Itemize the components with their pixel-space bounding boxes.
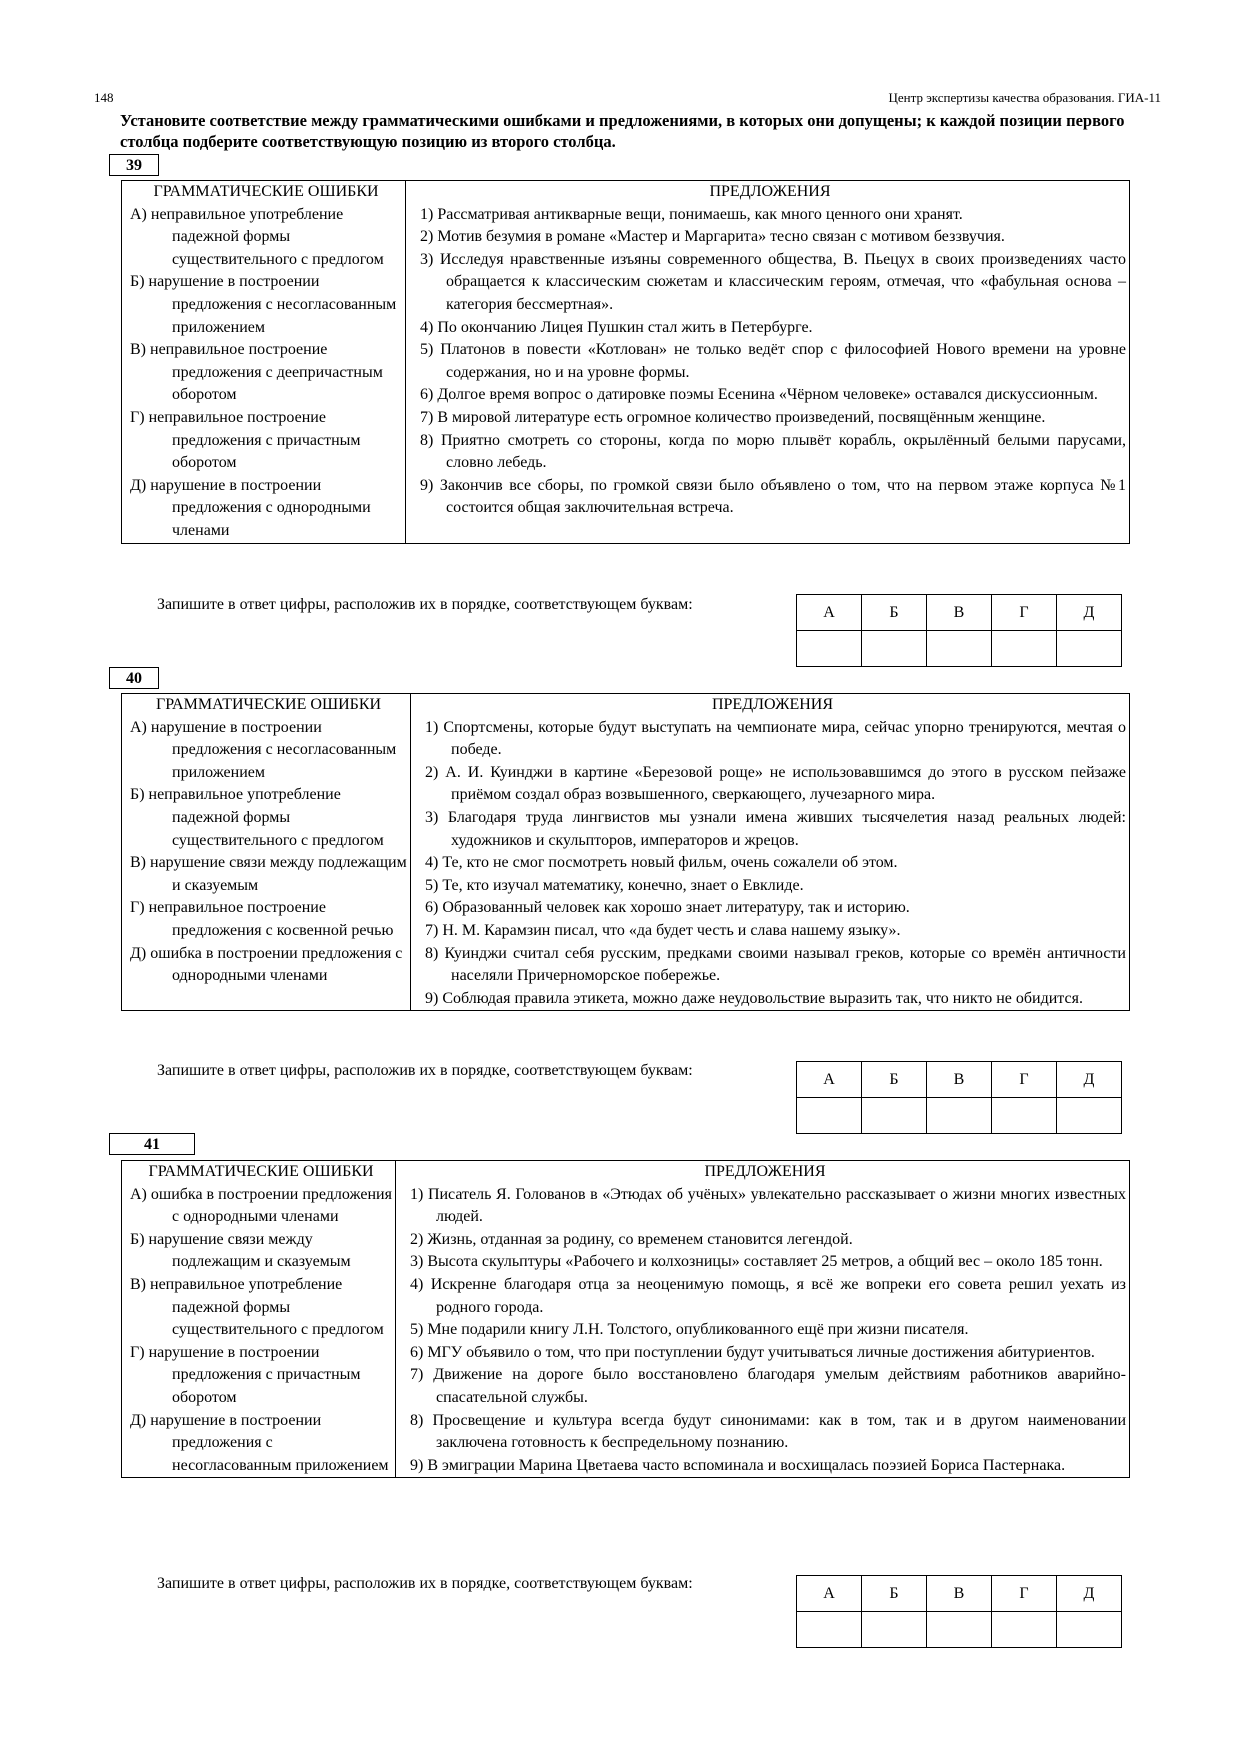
sentence-item: 4) Искренне благодаря отца за неоценимую помощь, я всё же вопреки его совета решил уехать из родного города. xyxy=(410,1275,1126,1316)
answer-letter: Б xyxy=(862,1576,927,1612)
sentences-header: ПРЕДЛОЖЕНИЯ xyxy=(711,696,834,713)
error-item: А) ошибка в построении предложения с однородными членами xyxy=(130,1185,392,1226)
sentence-item: 6) МГУ объявило о том, что при поступлении будут учитываться личные достижения абитуриентов. xyxy=(410,1343,1095,1361)
error-item: Г) неправильное построение предложения с причастным оборотом xyxy=(130,408,361,472)
sentence-item: 9) Соблюдая правила этикета, можно даже неудовольствие выразить так, что никто не обидится. xyxy=(425,989,1083,1007)
answer-cell[interactable] xyxy=(1057,1098,1122,1134)
sentence-item: 2) Жизнь, отданная за родину, со временем становится легендой. xyxy=(410,1230,853,1248)
sentence-item: 2) А. И. Куинджи в картине «Березовой роще» не использовавшимся до этого в русском пейзаже приёмом создал образ возвышенного, сверкающего, лучезарного мира. xyxy=(425,763,1126,804)
task-number: 41 xyxy=(109,1133,195,1155)
answer-cell[interactable] xyxy=(992,1098,1057,1134)
answer-letter: Б xyxy=(862,595,927,631)
sentence-item: 9) В эмиграции Марина Цветаева часто вспоминала и восхищалась поэзией Бориса Пастернака. xyxy=(410,1456,1066,1474)
answer-letter: Б xyxy=(862,1062,927,1098)
answer-letter: В xyxy=(927,595,992,631)
answer-cell[interactable] xyxy=(927,1612,992,1648)
errors-header: ГРАММАТИЧЕСКИЕ ОШИБКИ xyxy=(153,183,379,200)
sentence-item: 3) Благодаря труда лингвистов мы узнали имена живших тысячелетия назад реальных людей: художников и скульпторов, императоров и жрецов. xyxy=(425,808,1126,849)
matching-table xyxy=(121,693,1130,1011)
sentence-item: 7) Движение на дороге было восстановлено благодаря умелым действиям работников аварийно-спасательной службы. xyxy=(410,1366,1126,1406)
sentence-item: 3) Высота скульптуры «Рабочего и колхозницы» составляет 25 метров, а общий вес – около 185 тонн. xyxy=(410,1253,1103,1271)
error-item: Г) неправильное построение предложения с косвенной речью xyxy=(130,899,394,939)
sentence-item: 5) Мне подарили книгу Л.Н. Толстого, опубликованного ещё при жизни писателя. xyxy=(410,1321,969,1339)
sentence-item: 8) Куинджи считал себя русским, предками своими называл греков, которые со времён античности населяли Причерноморское побережье. xyxy=(425,944,1126,985)
sentence-item: 5) Платонов в повести «Котлован» не только ведёт спор с философией Нового времени на уровне содержания, но и на уровне формы. xyxy=(420,341,1126,381)
sentence-item: 7) В мировой литературе есть огромное количество произведений, посвящённым женщине. xyxy=(420,408,1046,426)
answer-letter: А xyxy=(797,1576,862,1612)
answer-prompt: Запишите в ответ цифры, расположив их в порядке, соответствующем буквам: xyxy=(157,596,693,613)
answer-prompt: Запишите в ответ цифры, расположив их в порядке, соответствующем буквам: xyxy=(157,1062,693,1079)
error-item: В) неправильное построение предложения с деепричастным оборотом xyxy=(130,341,383,404)
answer-letter: Г xyxy=(992,1576,1057,1612)
sentence-item: 7) Н. М. Карамзин писал, что «да будет честь и слава нашему языку». xyxy=(425,921,901,939)
answer-cell[interactable] xyxy=(992,1612,1057,1648)
sentence-item: 8) Просвещение и культура всегда будут синонимами: как в том, так и в другом наименовании заключена готовность к беспредельному познанию. xyxy=(410,1411,1126,1452)
errors-header: ГРАММАТИЧЕСКИЕ ОШИБКИ xyxy=(148,1163,374,1180)
sentences-column xyxy=(411,694,1130,1011)
sentence-item: 6) Долгое время вопрос о датировке поэмы Есенина «Чёрном человеке» оставался дискуссионным. xyxy=(420,386,1098,404)
answer-cell[interactable] xyxy=(927,1098,992,1134)
matching-table xyxy=(121,180,1130,544)
sentence-item: 2) Мотив безумия в романе «Мастер и Маргарита» тесно связан с мотивом беззвучия. xyxy=(420,228,1005,246)
matching-table xyxy=(121,1160,1130,1478)
errors-header: ГРАММАТИЧЕСКИЕ ОШИБКИ xyxy=(155,696,382,713)
sentence-item: 1) Рассматривая антикварные вещи, понимаешь, как много ценного они хранят. xyxy=(420,205,963,223)
answer-grid xyxy=(796,1061,1122,1134)
errors-column xyxy=(122,181,406,544)
page-number: 148 xyxy=(94,90,114,105)
answer-letter: Д xyxy=(1057,595,1122,631)
answer-letter: А xyxy=(797,1062,862,1098)
error-item: Д) нарушение в построении предложения с однородными членами xyxy=(130,476,371,539)
sentences-header: ПРЕДЛОЖЕНИЯ xyxy=(704,1163,826,1180)
answer-letter: В xyxy=(927,1062,992,1098)
sentences-header: ПРЕДЛОЖЕНИЯ xyxy=(709,183,831,200)
answer-cell[interactable] xyxy=(797,1098,862,1134)
answer-cell[interactable] xyxy=(927,631,992,667)
answer-letter: Д xyxy=(1057,1576,1122,1612)
sentence-item: 9) Закончив все сборы, по громкой связи было объявлено о том, что на первом этаже корпуса №1 состоится общая заключительная встреча. xyxy=(420,476,1126,517)
sentence-item: 4) Те, кто не смог посмотреть новый фильм, очень сожалели об этом. xyxy=(425,854,898,872)
sentences-column xyxy=(396,1161,1130,1478)
sentence-item: 4) По окончанию Лицея Пушкин стал жить в Петербурге. xyxy=(420,318,813,336)
sentence-item: 8) Приятно смотреть со стороны, когда по морю плывёт корабль, окрылённый белыми парусами, словно лебедь. xyxy=(420,431,1126,472)
error-item: В) нарушение связи между подлежащим и сказуемым xyxy=(130,854,407,894)
instruction: Установите соответствие между грамматическими ошибками и предложениями, в которых они допущены; к каждой позиции первого столбца подберите соответствующую позицию из второго столбца. xyxy=(120,111,1125,151)
answer-letter: А xyxy=(797,595,862,631)
error-item: А) неправильное употребление падежной формы существительного с предлогом xyxy=(130,205,384,268)
sentence-item: 6) Образованный человек как хорошо знает литературу, так и историю. xyxy=(425,899,910,917)
answer-cell[interactable] xyxy=(992,631,1057,667)
task-number: 39 xyxy=(109,154,159,176)
answer-cell[interactable] xyxy=(862,1612,927,1648)
errors-column xyxy=(122,1161,396,1478)
answer-letter: Г xyxy=(992,595,1057,631)
answer-cell[interactable] xyxy=(1057,631,1122,667)
running-head: Центр экспертизы качества образования. ГИА-11 xyxy=(888,90,1161,105)
answer-letter: В xyxy=(927,1576,992,1612)
error-item: Д) нарушение в построении предложения с несогласованным приложением xyxy=(130,1411,389,1474)
sentence-item: 5) Те, кто изучал математику, конечно, знает о Евклиде. xyxy=(425,876,804,894)
answer-cell[interactable] xyxy=(797,1612,862,1648)
sentence-item: 3) Исследуя нравственные изъяны современного общества, В. Пьецух в своих произведениях часто обращается к классическим сюжетам и классическим героям, отмечая, что «фабульная основа – категория бессмертная». xyxy=(420,250,1126,313)
answer-letter: Г xyxy=(992,1062,1057,1098)
answer-cell[interactable] xyxy=(862,1098,927,1134)
answer-letter: Д xyxy=(1057,1062,1122,1098)
error-item: Д) ошибка в построении предложения с однородными членами xyxy=(130,944,403,985)
sentence-item: 1) Писатель Я. Голованов в «Этюдах об учёных» увлекательно рассказывает о жизни многих известных людей. xyxy=(410,1185,1126,1226)
answer-grid xyxy=(796,594,1122,667)
task-number: 40 xyxy=(109,667,159,689)
answer-cell[interactable] xyxy=(1057,1612,1122,1648)
answer-cell[interactable] xyxy=(797,631,862,667)
sentences-column xyxy=(406,181,1130,544)
error-item: А) нарушение в построении предложения с несогласованным приложением xyxy=(130,718,397,781)
error-item: Б) неправильное употребление падежной формы существительного с предлогом xyxy=(130,786,384,849)
errors-column xyxy=(122,694,411,1011)
answer-cell[interactable] xyxy=(862,631,927,667)
answer-grid xyxy=(796,1575,1122,1648)
answer-prompt: Запишите в ответ цифры, расположив их в порядке, соответствующем буквам: xyxy=(157,1575,693,1592)
error-item: Б) нарушение связи между подлежащим и сказуемым xyxy=(130,1230,351,1271)
error-item: Г) нарушение в построении предложения с причастным оборотом xyxy=(130,1343,361,1406)
error-item: В) неправильное употребление падежной формы существительного с предлогом xyxy=(130,1275,384,1339)
sentence-item: 1) Спортсмены, которые будут выступать на чемпионате мира, сейчас упорно тренируются, мечтая о победе. xyxy=(425,718,1126,759)
error-item: Б) нарушение в построении предложения с несогласованным приложением xyxy=(130,273,397,336)
